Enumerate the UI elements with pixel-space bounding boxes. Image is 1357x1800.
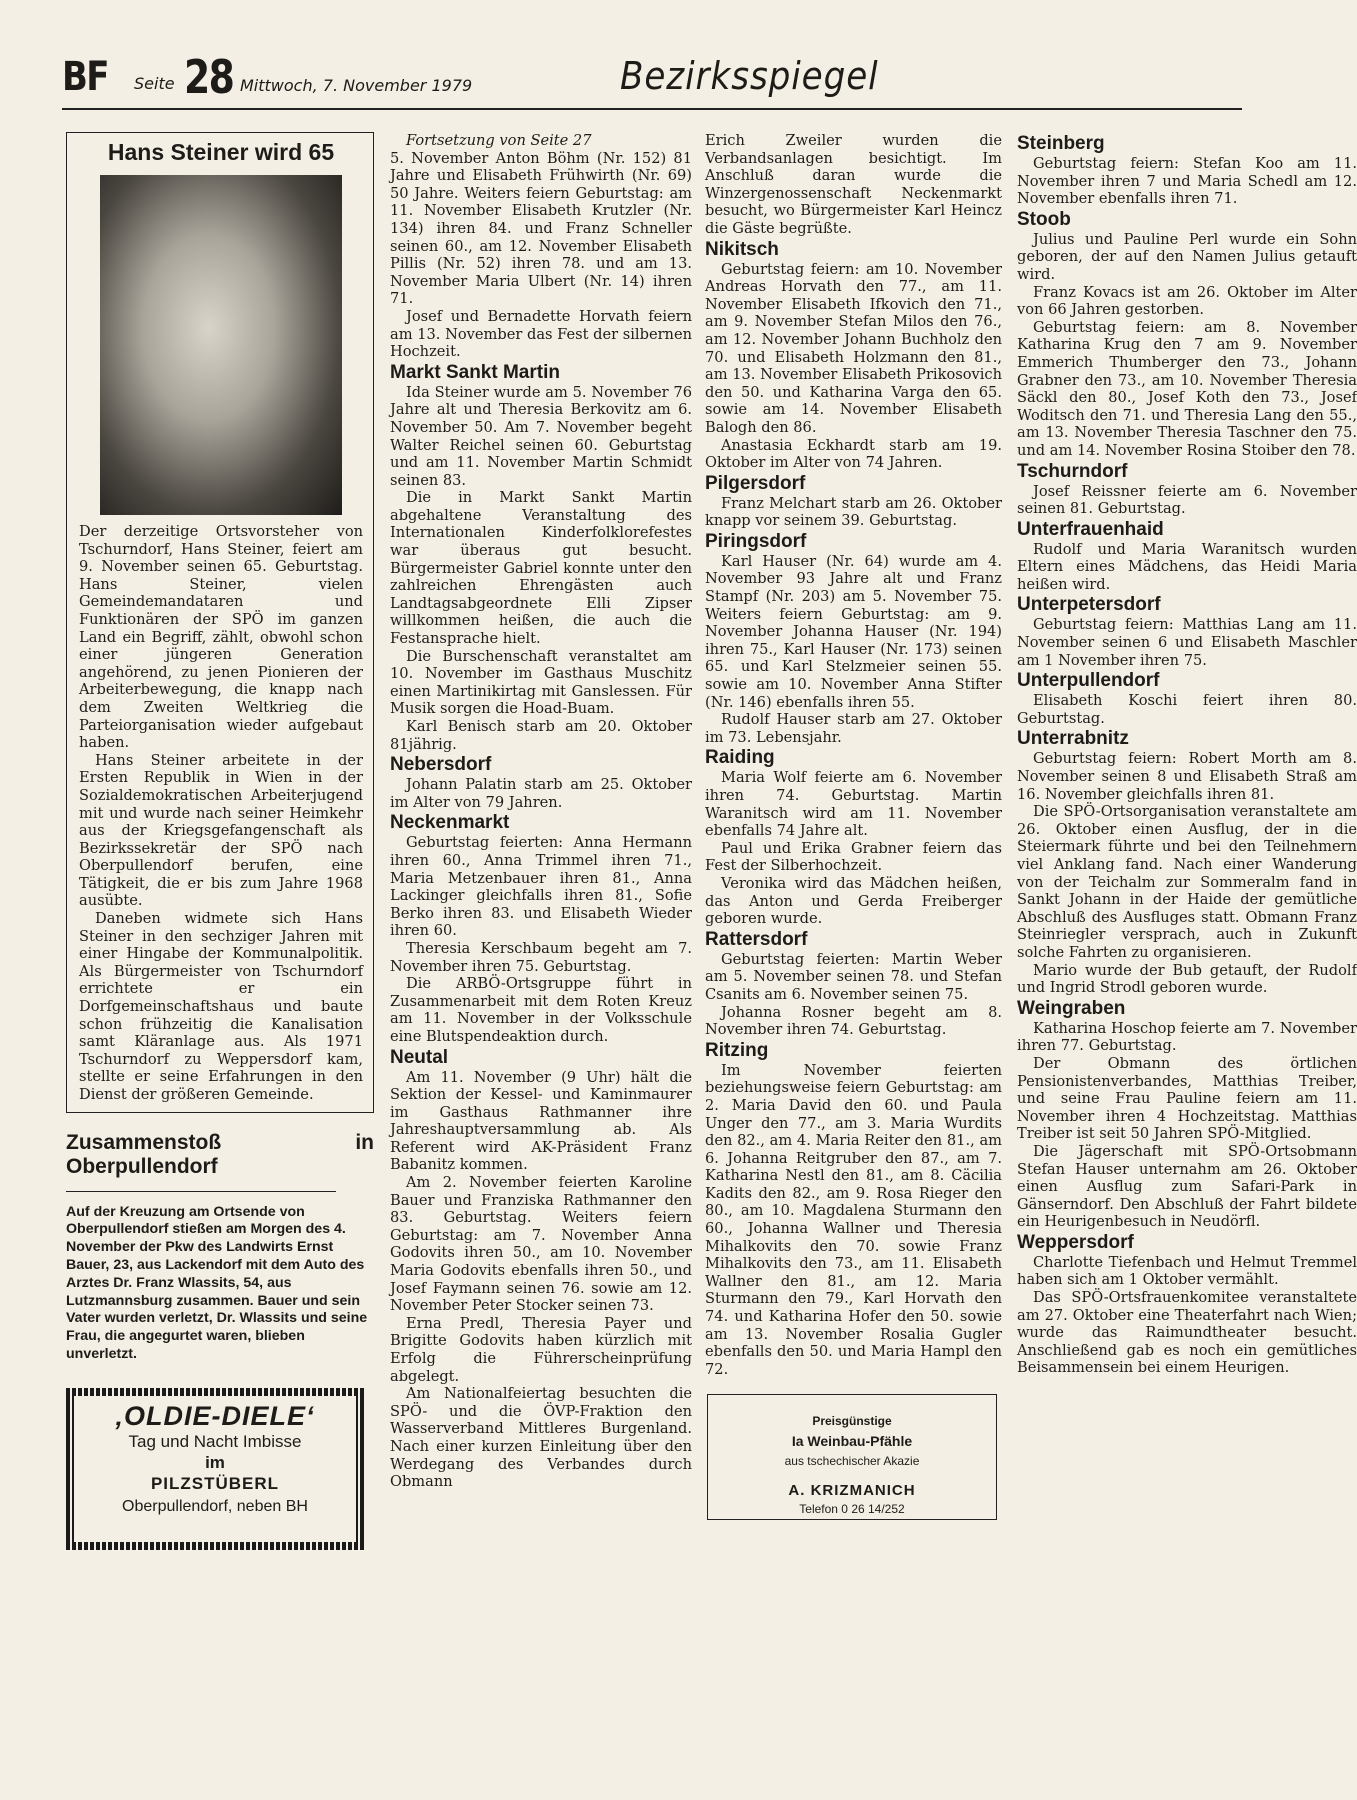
news-paragraph: Die SPÖ-Ortsorganisation veranstaltete am 26. Oktober einen Ausflug, der in die Steiermark führte und bei den Teilnehmern viel Anklang fand. Nach einer Wanderung von der Teichalm zur Sommeralm fand in Sankt Johann in der Haide der gemütliche Abschluß des Ausfluges statt. Obmann Franz Steinriegler versprach, auch in Zukunft solche Fahrten zu organisieren. <box>1017 803 1357 961</box>
news-paragraph: Rudolf und Maria Waranitsch wurden Eltern eines Mädchens, das Heidi Maria heißen wird. <box>1017 540 1357 593</box>
place-heading: Steinberg <box>1017 133 1105 154</box>
news-paragraph: 5. November Anton Böhm (Nr. 152) 81 Jahre und Elisabeth Frühwirth (Nr. 69) 50 Jahre. Weiters feiern Geburtstag: am 11. November Elisabeth Krutzler (Nr. 134) ihren 84. und Franz Schneller seinen 60., am 12. November Elisabeth Pillis (Nr. 52) ihren 78. und am 13. November Maria Ulbert (Nr. 14) ihren 71. <box>390 149 692 308</box>
place-heading: Piringsdorf <box>705 530 807 552</box>
column-2-body <box>390 150 692 1491</box>
news-paragraph: Das SPÖ-Ortsfrauenkomitee veranstaltete am 27. Oktober eine Theaterfahrt nach Wien; wurde das Raimundtheater besucht. Anschließend gab es noch ein gemütliches Beisammensein bei einem Heurigen. <box>1017 1289 1357 1377</box>
news-paragraph: Erich Zweiler wurden die Verbandsanlagen besichtigt. Im Anschluß daran wurde die Winzergenossenschaft Neckenmarkt besucht, wo Bürgermeister Karl Heincz die Gäste begrüßte. <box>705 132 1002 237</box>
ad-line: Telefon 0 26 14/252 <box>799 1501 905 1516</box>
news-paragraph: Katharina Hoschop feierte am 7. November ihren 77. Geburtstag. <box>1017 1019 1357 1055</box>
news-paragraph: Josef und Bernadette Horvath feiern am 13. November das Fest der silbernen Hochzeit. <box>390 307 692 361</box>
news-paragraph: Elisabeth Koschi feiert ihren 80. Geburtstag. <box>1017 692 1357 727</box>
page-label: Seite <box>134 74 175 93</box>
news-paragraph: Der Obmann des örtlichen Pensionistenverbandes, Matthias Treiber, und seine Frau Pauline feiern am 11. November ihren 4 Hochzeitstag. Matthias Treiber ist seit 50 Jahren SPÖ-Mitglied. <box>1017 1054 1357 1143</box>
news-paragraph: Josef Reissner feierte am 6. November seinen 81. Geburtstag. <box>1017 482 1357 518</box>
news-paragraph: Die Jägerschaft mit SPÖ-Ortsobmann Stefan Hauser unternahm am 26. Oktober einen Ausflug zum Safari-Park in Gänserndorf. Den Abschluß der Fahrt bildete ein Heurigenbesuch in Neudörfl. <box>1017 1142 1357 1231</box>
newspaper-logo: BF <box>62 54 108 100</box>
column-4-body <box>1017 133 1357 1377</box>
place-heading: Unterpetersdorf <box>1017 594 1161 616</box>
place-heading: Ritzing <box>705 1039 769 1061</box>
news-paragraph: Veronika wird das Mädchen heißen, das Anton und Gerda Freiberger geboren wurde. <box>705 874 1002 928</box>
accident-title: Zusammenstoß in Oberpullendorf <box>66 1130 374 1178</box>
column-4 <box>1017 132 1357 1772</box>
place-heading: Nebersdorf <box>390 754 492 776</box>
place-heading: Rattersdorf <box>705 928 808 950</box>
place-heading: Weppersdorf <box>1017 1231 1134 1253</box>
feature-paragraph: Daneben widmete sich Hans Steiner in den sechziger Jahren mit einer Hingabe der Kommunalpolitik. Als Bürgermeister von Tschurndorf errichtete er ein Dorfgemeinschaftshaus und baute schon frühzeitig die Kanalisation samt Kläranlage aus. Als 1971 Tschurndorf zu Weppersdorf kam, stellte er seine Erfahrungen in den Dienst der größeren Gemeinde. <box>79 910 363 1103</box>
news-paragraph: Mario wurde der Bub getauft, der Rudolf und Ingrid Strodl geboren wurde. <box>1017 961 1357 997</box>
news-paragraph: Maria Wolf feierte am 6. November ihren 74. Geburtstag. Martin Waranitsch wird am 11. November ebenfalls 74 Jahre alt. <box>705 769 1002 840</box>
news-paragraph: Ida Steiner wurde am 5. November 76 Jahre alt und Theresia Berkovitz am 6. November 50. Am 7. November begeht Walter Reichel seinen 60. Geburtstag und am 11. November Martin Schmidt seinen 83. <box>390 383 692 489</box>
news-paragraph: Karl Benisch starb am 20. Oktober 81jährig. <box>390 718 692 753</box>
advertisement-oldie-diele <box>66 1388 364 1550</box>
place-heading: Stoob <box>1017 208 1071 230</box>
news-paragraph: Im November feierten beziehungsweise feiern Geburtstag: am 2. Maria David den 60. und Paula Unger den 77., am 3. Maria Wurdits den 82., am 4. Maria Reiter den 81., am 6. Johanna Reitgruber den 87., am 7. Katharina Nestl den 81., am 8. Cäcilia Kadits den 82., am 9. Rosa Rieger den 80., am 10. Magdalena Sturmann den 60., Johanna Wallner und Theresia Mihalkovits den 70. sowie Franz Mihalkovits den 73., am 11. Elisabeth Wallner den 81., am 12. Maria Sturmann den 79., Karl Horvath den 74. und Katharina Hofer den 50. sowie am 13. November Rosalia Gugler ebenfalls den 50. und Maria Hampl den 72. <box>705 1061 1002 1378</box>
news-paragraph: Geburtstag feiern: am 8. November Katharina Krug den 7 am 9. November Emmerich Thumberger den 73., Johann Grabner den 73., am 10. November Theresia Säckl den 80., Josef Koth den 73., Josef Woditsch den 71. und Theresia Lang den 55., am 13. November Theresia Taschner den 75. und am 14. November Rosina Stoiber den 78. <box>1017 318 1357 459</box>
place-heading: Neckenmarkt <box>390 812 510 834</box>
column-3-body <box>705 132 1002 1378</box>
news-paragraph: Paul und Erika Grabner feiern das Fest der Silberhochzeit. <box>705 839 1002 875</box>
news-paragraph: Die in Markt Sankt Martin abgehaltene Veranstaltung des Internationalen Kinderfolklorefestes war überaus gut besucht. Bürgermeister Gabriel konnte unter den zahlreichen Ehrengästen auch Landtagsabgeordnete Elli Zipser willkommen heißen, die auch die Festansprache hielt. <box>390 489 692 648</box>
feature-box <box>66 132 374 1113</box>
news-paragraph: Erna Predl, Theresia Payer und Brigitte Godovits haben kürzlich mit Erfolg die Führerscheinprüfung abgelegt. <box>390 1314 692 1385</box>
news-paragraph: Geburtstag feiern: Robert Morth am 8. November seinen 8 und Elisabeth Straß am 16. November gleichfalls ihren 81. <box>1017 750 1357 803</box>
place-heading: Markt Sankt Martin <box>390 361 560 383</box>
news-paragraph: Johann Palatin starb am 25. Oktober im Alter von 79 Jahren. <box>390 776 692 811</box>
news-paragraph: Julius und Pauline Perl wurde ein Sohn geboren, der auf den Namen Julius getauft wird. <box>1017 230 1357 283</box>
ad-line: Preisgünstige <box>812 1414 892 1429</box>
advertisement-krizmanich <box>707 1394 997 1520</box>
ad-line: aus tschechischer Akazie <box>784 1453 920 1468</box>
ad-line: PILZSTÜBERL <box>150 1473 280 1493</box>
news-paragraph: Theresia Kerschbaum begeht am 7. November ihren 75. Geburtstag. <box>390 939 692 975</box>
continuation-note: Fortsetzung von Seite 27 <box>406 132 592 149</box>
place-heading: Nikitsch <box>705 238 779 260</box>
news-paragraph: Rudolf Hauser starb am 27. Oktober im 73. Lebensjahr. <box>705 711 1002 746</box>
news-paragraph: Am 2. November feierten Karoline Bauer und Franziska Rathmanner den 83. Geburtstag. Weiters feiern Geburtstag: am 7. November Anna Godovits ihren 50., am 10. November Maria Godovits ebenfalls ihren 50., und Josef Faymann seinen 76. sowie am 12. November Peter Stocker seinen 73. <box>390 1174 692 1315</box>
news-paragraph: Geburtstag feiern: am 10. November Andreas Horvath den 77., am 11. November Elisabeth Ifkovich den 71., am 9. November Stefan Milos den 76., am 12. November Johann Buchholz den 70. und Elisabeth Holzmann den 81., am 13. November Elisabeth Prikosovich den 50. und Katharina Varga den 65. sowie am 14. November Elisabeth Balogh den 86. <box>705 260 1002 436</box>
column-3 <box>705 132 1002 1520</box>
portrait-photo <box>100 175 342 515</box>
news-paragraph: Geburtstag feiern: Stefan Koo am 11. November ihren 7 und Maria Schedl am 12. November ebenfalls ihren 71. <box>1017 155 1357 208</box>
place-heading: Unterfrauenhaid <box>1017 518 1164 540</box>
news-paragraph: Am 11. November (9 Uhr) hält die Sektion der Kessel- und Kaminmaurer im Gasthaus Rathmanner ihre Jahreshauptversammlung ab. Als Referent wird AK-Präsident Franz Babanitz kommen. <box>390 1068 692 1174</box>
news-paragraph: Anastasia Eckhardt starb am 19. Oktober im Alter von 74 Jahren. <box>705 436 1002 472</box>
news-paragraph: Die Burschenschaft veranstaltet am 10. November im Gasthaus Muschitz einen Martinikirtag mit Ganslessen. Für Musik sorgen die Hoad-Buam. <box>390 647 692 718</box>
page-number: 28 <box>184 50 234 104</box>
news-paragraph: Am Nationalfeiertag besuchten die SPÖ- und die ÖVP-Fraktion den Wasserverband Mittleres Burgenland. Nach einer kurzen Einleitung über den Werdegang des Verbandes durch Obmann <box>390 1385 692 1491</box>
news-paragraph: Franz Kovacs ist am 26. Oktober im Alter von 66 Jahren gestorben. <box>1017 283 1357 319</box>
ad-line: Ia Weinbau-Pfähle <box>791 1433 913 1449</box>
column-1 <box>66 132 374 1550</box>
news-paragraph: Die ARBÖ-Ortsgruppe führt in Zusammenarbeit mit dem Roten Kreuz am 11. November in der Volksschule eine Blutspendeaktion durch. <box>390 975 692 1045</box>
feature-paragraph: Hans Steiner arbeitete in der Ersten Republik in Wien in der Sozialdemokratischen Arbeiterjugend mit und wurde nach seiner Heimkehr aus der Kriegsgefangenschaft als Bezirkssekretär der SPÖ nach Oberpullendorf berufen, eine Tätigkeit, die er bis zum Jahre 1968 ausübte. <box>79 751 363 910</box>
ad-name: ‚OLDIE-DIELE‘ <box>115 1400 315 1431</box>
news-paragraph: Karl Hauser (Nr. 64) wurde am 4. November 93 Jahre alt und Franz Stampf (Nr. 203) am 5. November 75. Weiters feiern Geburtstag: am 9. November Johanna Hauser (Nr. 194) ihren 75., Karl Hauser (Nr. 173) seinen 65. und Karl Stelzmeier seinen 55. sowie am 10. November Anna Stifter (Nr. 146) ebenfalls ihren 55. <box>705 552 1002 711</box>
feature-paragraph: Der derzeitige Ortsvorsteher von Tschurndorf, Hans Steiner, feiert am 9. November seinen 65. Geburtstag. Hans Steiner, vielen Gemeindemandataren und Funktionären der SPÖ im ganzen Land ein Begriff, zählt, obwohl schon einer jüngeren Generation angehörend, zu jenen Pionieren der Arbeiterbewegung, die knapp nach dem Zweiten Weltkrieg die Parteiorganisation wieder aufgebaut haben. <box>79 523 363 752</box>
ad-line: im <box>205 1452 225 1472</box>
ad-line: Tag und Nacht Imbisse <box>128 1432 302 1452</box>
divider <box>66 1191 336 1192</box>
ad-line: A. KRIZMANICH <box>788 1482 916 1500</box>
section-title: Bezirksspiegel <box>620 54 879 98</box>
news-paragraph: Geburtstag feierten: Martin Weber am 5. November seinen 78. und Stefan Csanits am 6. November seinen 75. <box>705 950 1002 1003</box>
place-heading: Raiding <box>705 747 775 769</box>
news-paragraph: Geburtstag feiern: Matthias Lang am 11. November seinen 6 und Elisabeth Maschler am 1 November ihren 75. <box>1017 616 1357 669</box>
place-heading: Unterrabnitz <box>1017 728 1129 750</box>
place-heading: Neutal <box>390 1046 449 1068</box>
news-paragraph: Johanna Rosner begeht am 8. November ihren 74. Geburtstag. <box>705 1003 1002 1039</box>
news-paragraph: Franz Melchart starb am 26. Oktober knapp vor seinem 39. Geburtstag. <box>705 494 1002 530</box>
place-heading: Pilgersdorf <box>705 472 806 494</box>
issue-date: Mittwoch, 7. November 1979 <box>240 76 473 95</box>
ad-line: Oberpullendorf, neben BH <box>122 1498 308 1516</box>
news-paragraph: Charlotte Tiefenbach und Helmut Tremmel haben sich am 1 Oktober vermählt. <box>1017 1253 1357 1289</box>
accident-story <box>66 1131 374 1364</box>
place-heading: Weingraben <box>1017 997 1126 1019</box>
news-paragraph: Geburtstag feierten: Anna Hermann ihren 60., Anna Trimmel ihren 71., Maria Metzenbauer ihren 81., Anna Lackinger gleichfalls ihren 81., Sofie Berko ihren 83. und Elisabeth Wieder ihren 60. <box>390 834 692 940</box>
feature-title: Hans Steiner wird 65 <box>107 139 335 165</box>
column-2 <box>390 132 692 1491</box>
accident-lead: Auf der Kreuzung am Ortsende von Oberpullendorf stießen am Morgen des 4. November der Pkw des Landwirts Ernst Bauer, 23, aus Lackendorf mit dem Auto des Arztes Dr. Franz Wlassits, 54, aus Lutzmannsburg zusammen. Bauer und sein Vater wurden verletzt, Dr. Wlassits und seine Frau, die angegurtet waren, blieben unverletzt. <box>66 1203 368 1362</box>
masthead <box>62 50 1242 110</box>
place-heading: Tschurndorf <box>1017 460 1128 482</box>
place-heading: Unterpullendorf <box>1017 670 1160 692</box>
